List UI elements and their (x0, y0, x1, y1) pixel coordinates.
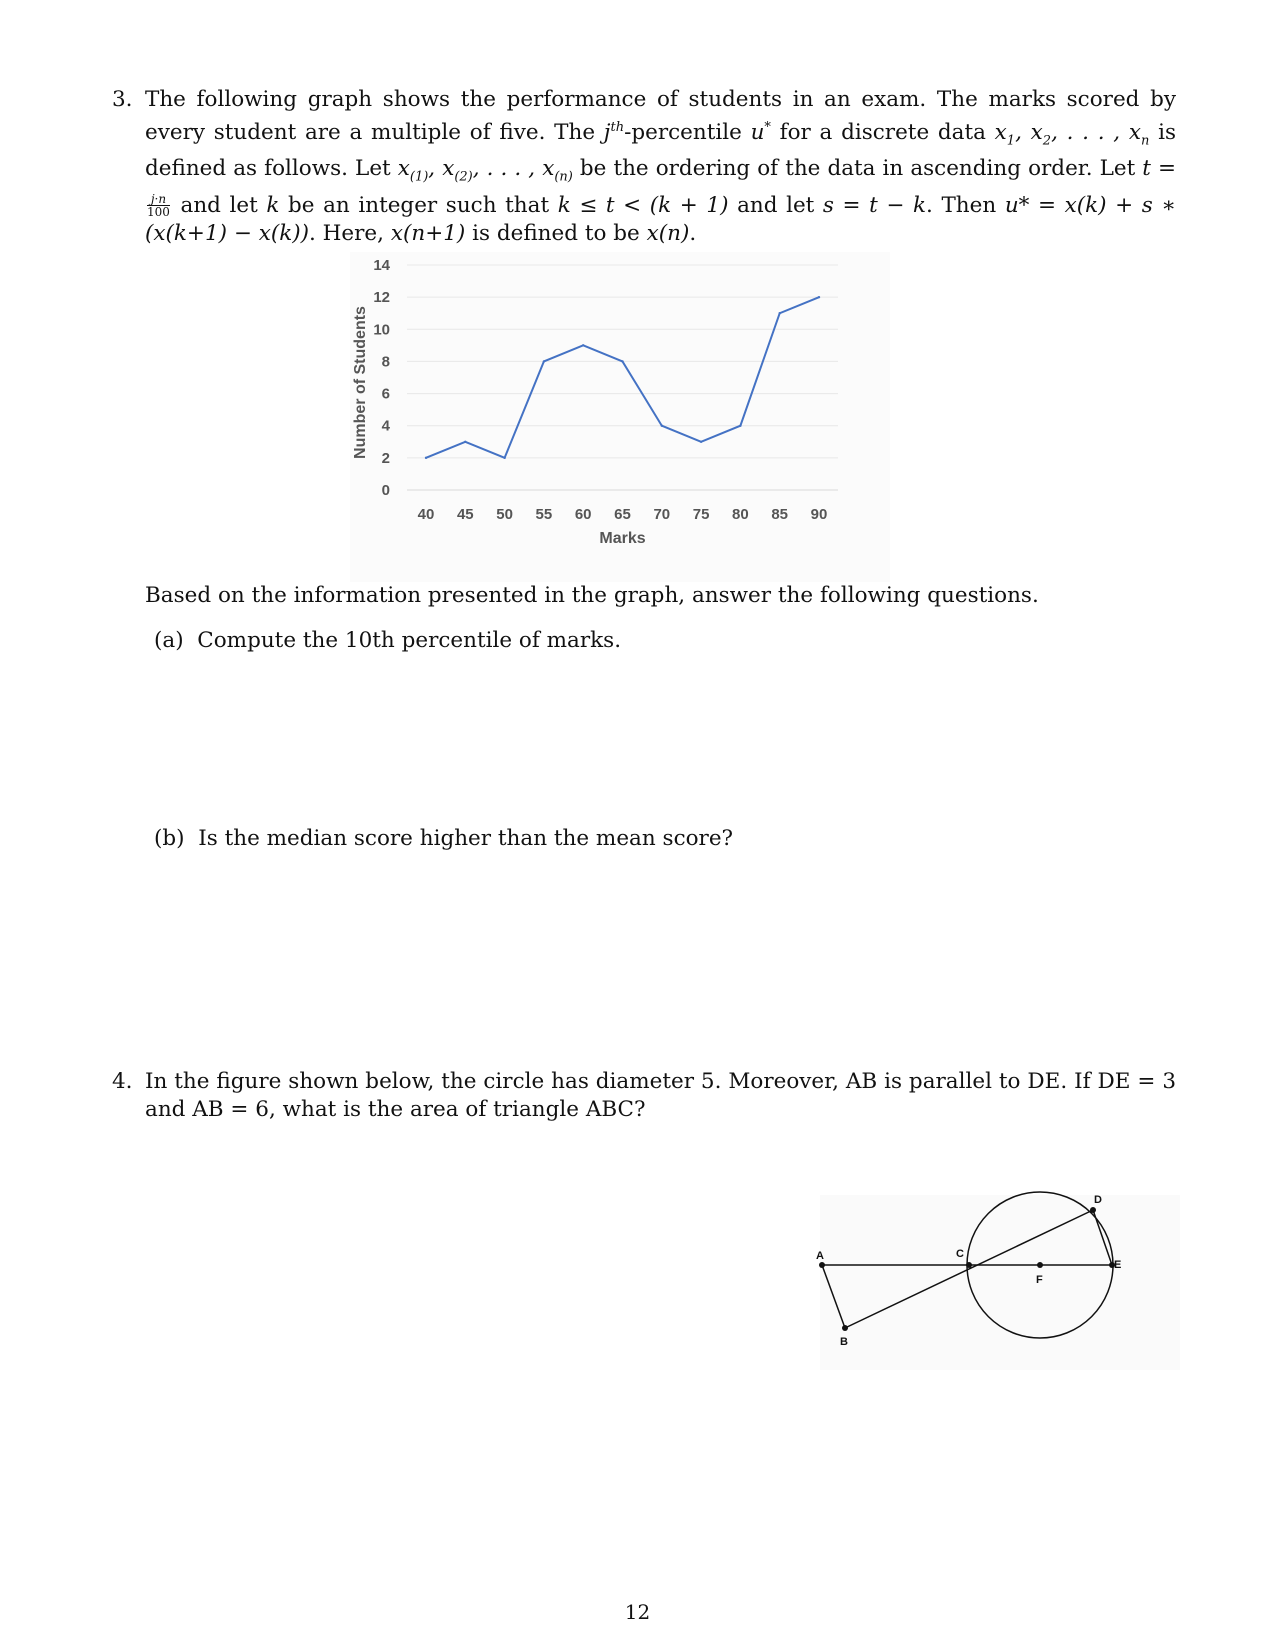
question-4 (112, 1068, 1176, 1124)
math-t: t = (1142, 156, 1177, 182)
y-tick-label: 4 (381, 417, 390, 435)
y-tick-label: 8 (381, 353, 390, 371)
y-axis-title: Number of Students (352, 306, 369, 459)
data-point (464, 441, 466, 443)
x-axis-title: Marks (599, 530, 646, 547)
q3-text-1: The following graph shows the performance of students in an exam. The marks scored by every student are a multiple of five. The (145, 87, 1176, 146)
x-tick-label: 75 (692, 506, 710, 523)
page-number: 12 (624, 1600, 651, 1624)
question-4-text: In the figure shown below, the circle has diameter 5. Moreover, AB is parallel to DE. If DE = 3 and AB = 6, what is the area of triangle ABC? (145, 1069, 1176, 1122)
data-point (425, 457, 427, 459)
math-ordered-list: $x_{(1)}$, $x_{(2)}$, . . . , $x_{(n)}$ (397, 156, 573, 185)
label-C: C (956, 1248, 964, 1260)
data-point (779, 312, 781, 314)
x-tick-label: 55 (535, 506, 553, 523)
q3-text-9: . Then (926, 192, 1005, 218)
x-tick-label: 65 (614, 506, 631, 523)
y-tick-label: 12 (373, 289, 390, 307)
data-point (739, 425, 741, 427)
geometry-svg (816, 1194, 1180, 1370)
math-u: u (750, 120, 765, 146)
label-F: F (1036, 1274, 1043, 1286)
point-A (819, 1262, 825, 1268)
point-C (966, 1262, 972, 1268)
q3-text-11: is defined to be (465, 220, 647, 246)
data-point (621, 360, 623, 362)
point-F (1037, 1262, 1043, 1268)
point-D (1090, 1207, 1096, 1213)
y-tick-label: 6 (381, 385, 390, 403)
x-tick-label: 85 (771, 506, 789, 523)
q3-text-4: is defined as follows. Let (145, 120, 1177, 182)
label-D: D (1094, 1194, 1102, 1206)
x-tick-label: 50 (496, 506, 513, 523)
geometry-figure (816, 1194, 1180, 1370)
math-formula: u* = x(k) + s ∗ (x(k+1) − x(k)) (145, 192, 1176, 246)
figure-background (820, 1195, 1180, 1370)
q3-text-2: -percentile (624, 120, 751, 146)
part-a-label: (a) (154, 628, 184, 653)
math-x-list: $x_1$, $x_2$, . . . , $x_n$ (994, 120, 1150, 149)
q3-text-5: be the ordering of the data in ascending order. Let (572, 156, 1143, 182)
math-k: k (266, 192, 280, 218)
math-inequality: k ≤ t < (k + 1) (557, 192, 729, 218)
question-number: 3. (112, 87, 133, 112)
q3-text-10: . Here, (309, 220, 391, 246)
marks-line-chart (350, 252, 890, 582)
question-3 (112, 86, 1176, 248)
part-b (154, 826, 733, 851)
label-E: E (1114, 1259, 1122, 1271)
math-j: j (603, 120, 611, 146)
x-tick-label: 45 (456, 506, 474, 523)
data-point (700, 441, 702, 443)
q3-text-6: and let (180, 192, 267, 218)
x-tick-label: 80 (732, 506, 749, 523)
y-tick-label: 10 (373, 321, 390, 339)
math-x-n: x(n) (646, 220, 690, 246)
y-tick-label: 14 (373, 257, 390, 274)
q3-text-7: be an integer such that (279, 192, 558, 218)
data-point (582, 344, 584, 346)
x-tick-label: 90 (810, 506, 828, 523)
label-A: A (816, 1250, 824, 1262)
point-B (842, 1325, 848, 1331)
part-b-label: (b) (154, 826, 185, 851)
follow-up-text: Based on the information presented in the graph, answer the following questions. (145, 583, 1039, 608)
math-s: s = t − k (822, 192, 927, 218)
math-x-n1: x(n+1) (390, 220, 466, 246)
question-3-text: The following graph shows the performance of students in an exam. The marks scored by every student are a multiple of five. The $j^{th}$-percentile u* for a discrete data $x_1$, $x_2$, . . . , $x_n$ is defined as follows. Let $x_{(1)}$, $x_{(2)}$, . . . , $x_{(n)}$ be the ordering of the data in ascending order. Let t = $\frac{j\cdot n}{100}$ and let k be an integer such that k ≤ t < (k + 1) and let s = t − k. Then u* = x(k) + s ∗ (x(k+1) − x(k)). Here, x(n+1) is defined to be x(n). (145, 87, 1177, 246)
data-point (543, 360, 545, 362)
x-tick-label: 70 (653, 506, 671, 523)
question-number: 4. (112, 1069, 133, 1094)
data-point (661, 425, 663, 427)
y-tick-label: 0 (381, 482, 390, 499)
label-B: B (840, 1336, 848, 1348)
math-th: th (610, 120, 625, 135)
x-tick-label: 60 (574, 506, 592, 523)
y-tick-label: 2 (381, 449, 390, 467)
x-tick-label: 40 (417, 506, 435, 523)
data-point (818, 296, 820, 298)
part-b-text: Is the median score higher than the mean score? (198, 826, 734, 851)
q3-text-8: and let (728, 192, 823, 218)
part-a-text: Compute the 10th percentile of marks. (197, 628, 622, 653)
q3-text-3: for a discrete data (770, 120, 995, 146)
chart-svg (350, 252, 890, 582)
math-fraction: $\frac{j\cdot n}{100}$ (147, 192, 170, 220)
data-point (503, 457, 505, 459)
part-a (154, 628, 621, 653)
